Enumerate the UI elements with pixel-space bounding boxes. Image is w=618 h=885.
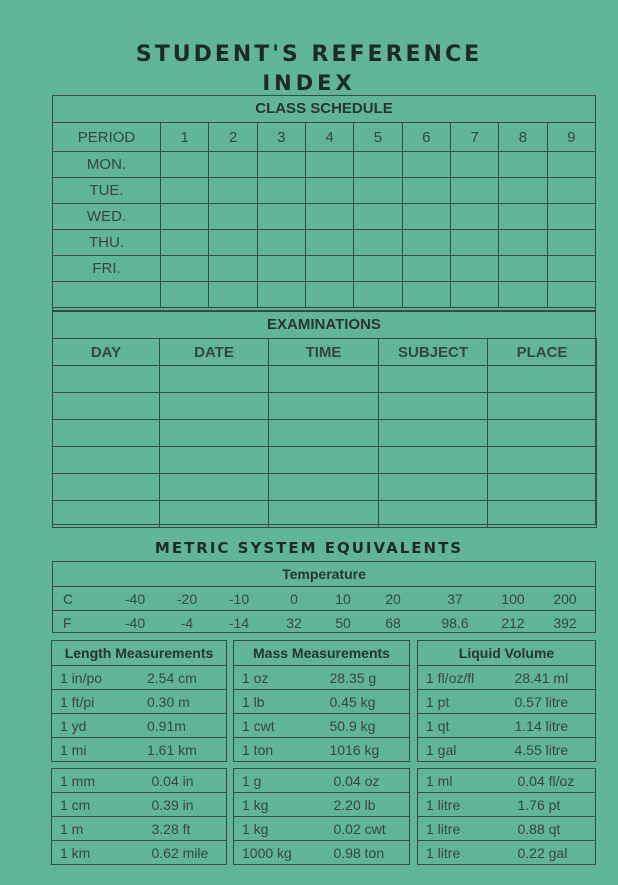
celsius-value: 100 bbox=[501, 591, 525, 607]
schedule-cell[interactable] bbox=[402, 152, 450, 178]
exam-row bbox=[53, 501, 597, 528]
exam-cell[interactable] bbox=[488, 366, 597, 393]
liquid-table-2 bbox=[417, 768, 596, 865]
conversion-unit: 1 kg bbox=[234, 793, 326, 817]
schedule-cell[interactable] bbox=[450, 152, 498, 178]
schedule-cell[interactable] bbox=[450, 282, 498, 308]
conversion-equivalent: 0.57 litre bbox=[507, 690, 596, 714]
exam-cell[interactable] bbox=[379, 474, 488, 501]
conversion-equivalent: 28.35 g bbox=[322, 666, 410, 690]
schedule-row bbox=[53, 230, 596, 256]
conversion-row bbox=[418, 666, 596, 690]
exam-cell[interactable] bbox=[269, 447, 379, 474]
schedule-cell[interactable] bbox=[499, 230, 547, 256]
liquid-caption: Liquid Volume bbox=[418, 641, 596, 666]
conversion-header-row bbox=[418, 641, 596, 666]
conversion-equivalent: 1.76 pt bbox=[510, 793, 596, 817]
conversion-header-row bbox=[52, 641, 227, 666]
schedule-cell[interactable] bbox=[354, 256, 402, 282]
schedule-cell[interactable] bbox=[547, 178, 595, 204]
exam-cell[interactable] bbox=[379, 393, 488, 420]
conversion-unit: 1 qt bbox=[418, 714, 507, 738]
schedule-cell[interactable] bbox=[257, 178, 305, 204]
conversion-unit: 1 cwt bbox=[234, 714, 322, 738]
schedule-cell[interactable] bbox=[161, 178, 209, 204]
conversion-equivalent: 0.98 ton bbox=[326, 841, 410, 865]
fahrenheit-value: -4 bbox=[180, 615, 194, 631]
conversion-row bbox=[52, 690, 227, 714]
fahrenheit-value: -40 bbox=[124, 615, 146, 631]
celsius-value: -20 bbox=[176, 591, 198, 607]
exam-cell[interactable] bbox=[53, 420, 160, 447]
celsius-value: 20 bbox=[385, 591, 401, 607]
schedule-day-label: THU. bbox=[53, 230, 161, 256]
exam-col-date: DATE bbox=[160, 339, 269, 366]
exam-cell[interactable] bbox=[53, 501, 160, 528]
conversion-row bbox=[52, 714, 227, 738]
class-schedule-caption: CLASS SCHEDULE bbox=[255, 100, 393, 117]
schedule-cell[interactable] bbox=[499, 204, 547, 230]
fahrenheit-value: 212 bbox=[501, 615, 525, 631]
conversion-unit: 1 litre bbox=[418, 841, 510, 865]
conversion-row bbox=[52, 841, 227, 865]
schedule-cell[interactable] bbox=[305, 204, 353, 230]
conversion-equivalent: 2.20 lb bbox=[326, 793, 410, 817]
conversion-equivalent: 0.62 mile bbox=[144, 841, 227, 865]
schedule-day-label: WED. bbox=[53, 204, 161, 230]
exam-col-place: PLACE bbox=[488, 339, 597, 366]
exam-cell[interactable] bbox=[53, 393, 160, 420]
conversion-unit: 1 lb bbox=[234, 690, 322, 714]
exam-cell[interactable] bbox=[160, 420, 269, 447]
exam-cell[interactable] bbox=[379, 447, 488, 474]
period-7: 7 bbox=[450, 123, 498, 152]
exam-row bbox=[53, 393, 597, 420]
exam-cell[interactable] bbox=[379, 501, 488, 528]
schedule-cell[interactable] bbox=[402, 204, 450, 230]
length-table-2 bbox=[51, 768, 227, 865]
exam-cell[interactable] bbox=[160, 393, 269, 420]
period-5: 5 bbox=[354, 123, 402, 152]
exam-cell[interactable] bbox=[53, 366, 160, 393]
schedule-cell[interactable] bbox=[450, 256, 498, 282]
schedule-cell[interactable] bbox=[499, 256, 547, 282]
conversion-equivalent: 1016 kg bbox=[322, 738, 410, 762]
schedule-cell[interactable] bbox=[402, 178, 450, 204]
period-3: 3 bbox=[257, 123, 305, 152]
schedule-row bbox=[53, 256, 596, 282]
exam-cell[interactable] bbox=[269, 366, 379, 393]
conversion-equivalent: 1.14 litre bbox=[507, 714, 596, 738]
temperature-divider-1 bbox=[53, 586, 595, 587]
conversion-equivalent: 0.39 in bbox=[144, 793, 227, 817]
period-1: 1 bbox=[161, 123, 209, 152]
length-caption: Length Measurements bbox=[52, 641, 227, 666]
schedule-cell[interactable] bbox=[450, 178, 498, 204]
celsius-row bbox=[53, 588, 595, 610]
schedule-row bbox=[53, 152, 596, 178]
schedule-row bbox=[53, 282, 596, 308]
fahrenheit-value: 68 bbox=[385, 615, 401, 631]
exam-cell[interactable] bbox=[160, 366, 269, 393]
conversion-unit: 1 in/po bbox=[52, 666, 140, 690]
schedule-cell[interactable] bbox=[161, 230, 209, 256]
conversion-unit: 1 ml bbox=[418, 769, 510, 793]
class-schedule-table bbox=[52, 122, 596, 308]
conversion-equivalent: 0.30 m bbox=[139, 690, 227, 714]
schedule-cell[interactable] bbox=[209, 204, 257, 230]
schedule-cell[interactable] bbox=[547, 152, 595, 178]
conversion-equivalent: 3.28 ft bbox=[144, 817, 227, 841]
conversion-row bbox=[52, 793, 227, 817]
conversion-equivalent: 4.55 litre bbox=[507, 738, 596, 762]
exam-col-time: TIME bbox=[269, 339, 379, 366]
exam-row bbox=[53, 474, 597, 501]
conversion-unit: 1 oz bbox=[234, 666, 322, 690]
period-label: PERIOD bbox=[53, 123, 161, 152]
schedule-cell[interactable] bbox=[499, 178, 547, 204]
celsius-label: C bbox=[63, 591, 74, 607]
exam-row bbox=[53, 447, 597, 474]
conversion-row bbox=[418, 738, 596, 762]
schedule-cell[interactable] bbox=[547, 230, 595, 256]
conversion-unit: 1 litre bbox=[418, 793, 510, 817]
conversion-row bbox=[418, 817, 596, 841]
exam-row bbox=[53, 420, 597, 447]
conversion-unit: 1 pt bbox=[418, 690, 507, 714]
examinations-caption: EXAMINATIONS bbox=[267, 316, 381, 333]
schedule-cell[interactable] bbox=[209, 282, 257, 308]
exam-cell[interactable] bbox=[488, 393, 597, 420]
title-line-1: STUDENT'S REFERENCE bbox=[135, 42, 483, 67]
fahrenheit-row bbox=[53, 612, 595, 634]
schedule-cell[interactable] bbox=[354, 152, 402, 178]
exam-cell[interactable] bbox=[488, 447, 597, 474]
conversion-equivalent: 0.45 kg bbox=[322, 690, 410, 714]
conversion-unit: 1 gal bbox=[418, 738, 507, 762]
schedule-cell[interactable] bbox=[161, 152, 209, 178]
celsius-value: 200 bbox=[553, 591, 577, 607]
conversion-equivalent: 50.9 kg bbox=[322, 714, 410, 738]
exam-cell[interactable] bbox=[53, 474, 160, 501]
schedule-cell[interactable] bbox=[354, 230, 402, 256]
schedule-cell[interactable] bbox=[402, 230, 450, 256]
fahrenheit-value: 50 bbox=[335, 615, 351, 631]
conversion-row bbox=[418, 690, 596, 714]
schedule-cell[interactable] bbox=[547, 204, 595, 230]
schedule-cell[interactable] bbox=[305, 178, 353, 204]
schedule-cell[interactable] bbox=[547, 256, 595, 282]
schedule-cell[interactable] bbox=[354, 178, 402, 204]
schedule-cell[interactable] bbox=[305, 152, 353, 178]
schedule-cell[interactable] bbox=[161, 204, 209, 230]
schedule-cell[interactable] bbox=[257, 204, 305, 230]
conversion-row bbox=[418, 714, 596, 738]
celsius-value: -40 bbox=[124, 591, 146, 607]
period-9: 9 bbox=[547, 123, 595, 152]
exam-row bbox=[53, 366, 597, 393]
exam-cell[interactable] bbox=[269, 420, 379, 447]
conversion-row bbox=[52, 738, 227, 762]
conversion-unit: 1 cm bbox=[52, 793, 144, 817]
conversion-row bbox=[234, 817, 410, 841]
conversion-unit: 1 mm bbox=[52, 769, 144, 793]
conversion-unit: 1 kg bbox=[234, 817, 326, 841]
mass-table-2 bbox=[233, 768, 410, 865]
conversion-row bbox=[234, 769, 410, 793]
conversion-row bbox=[234, 793, 410, 817]
exam-cell[interactable] bbox=[53, 447, 160, 474]
schedule-cell[interactable] bbox=[209, 256, 257, 282]
schedule-cell[interactable] bbox=[257, 152, 305, 178]
exam-col-subject: SUBJECT bbox=[379, 339, 488, 366]
schedule-cell[interactable] bbox=[257, 256, 305, 282]
conversion-row bbox=[52, 666, 227, 690]
exam-col-day: DAY bbox=[53, 339, 160, 366]
conversion-row bbox=[234, 714, 410, 738]
conversion-row bbox=[234, 738, 410, 762]
conversion-row bbox=[234, 690, 410, 714]
schedule-cell[interactable] bbox=[402, 256, 450, 282]
schedule-cell[interactable] bbox=[354, 282, 402, 308]
schedule-cell[interactable] bbox=[257, 282, 305, 308]
exam-cell[interactable] bbox=[488, 501, 597, 528]
conversion-unit: 1 km bbox=[52, 841, 144, 865]
schedule-day-label bbox=[53, 282, 161, 308]
schedule-cell[interactable] bbox=[499, 282, 547, 308]
length-table bbox=[51, 640, 227, 762]
fahrenheit-value: 98.6 bbox=[441, 615, 469, 631]
schedule-cell[interactable] bbox=[547, 282, 595, 308]
schedule-cell[interactable] bbox=[209, 152, 257, 178]
fahrenheit-value: -14 bbox=[228, 615, 250, 631]
schedule-cell[interactable] bbox=[305, 230, 353, 256]
conversion-header-row bbox=[234, 641, 410, 666]
schedule-row bbox=[53, 178, 596, 204]
schedule-cell[interactable] bbox=[161, 256, 209, 282]
conversion-row bbox=[52, 769, 227, 793]
liquid-table bbox=[417, 640, 596, 762]
exam-cell[interactable] bbox=[160, 474, 269, 501]
conversion-row bbox=[418, 841, 596, 865]
conversion-equivalent: 1.61 km bbox=[139, 738, 227, 762]
conversion-unit: 1 yd bbox=[52, 714, 140, 738]
title-line-2: INDEX bbox=[262, 71, 356, 95]
period-8: 8 bbox=[499, 123, 547, 152]
conversion-equivalent: 0.04 in bbox=[144, 769, 227, 793]
conversion-unit: 1 ft/pi bbox=[52, 690, 140, 714]
conversion-unit: 1 mi bbox=[52, 738, 140, 762]
conversion-equivalent: 0.88 qt bbox=[510, 817, 596, 841]
schedule-cell[interactable] bbox=[209, 230, 257, 256]
examinations-table bbox=[52, 338, 597, 528]
exam-cell[interactable] bbox=[160, 501, 269, 528]
period-4: 4 bbox=[305, 123, 353, 152]
conversion-unit: 1000 kg bbox=[234, 841, 326, 865]
schedule-header-row bbox=[53, 123, 596, 152]
schedule-cell[interactable] bbox=[450, 230, 498, 256]
conversion-equivalent: 2.54 cm bbox=[139, 666, 227, 690]
schedule-cell[interactable] bbox=[305, 282, 353, 308]
celsius-value: 0 bbox=[290, 591, 298, 607]
fahrenheit-value: 32 bbox=[286, 615, 302, 631]
exam-cell[interactable] bbox=[160, 447, 269, 474]
conversion-equivalent: 0.02 cwt bbox=[326, 817, 410, 841]
conversion-unit: 1 fl/oz/fl bbox=[418, 666, 507, 690]
schedule-cell[interactable] bbox=[161, 282, 209, 308]
metric-title: METRIC SYSTEM EQUIVALENTS bbox=[154, 539, 464, 557]
schedule-cell[interactable] bbox=[209, 178, 257, 204]
schedule-cell[interactable] bbox=[402, 282, 450, 308]
conversion-unit: 1 g bbox=[234, 769, 326, 793]
conversion-row bbox=[418, 793, 596, 817]
conversion-unit: 1 m bbox=[52, 817, 144, 841]
period-2: 2 bbox=[209, 123, 257, 152]
conversion-row bbox=[418, 769, 596, 793]
conversion-equivalent: 0.22 gal bbox=[510, 841, 596, 865]
celsius-value: 10 bbox=[335, 591, 351, 607]
schedule-cell[interactable] bbox=[354, 204, 402, 230]
exam-cell[interactable] bbox=[379, 366, 488, 393]
schedule-day-label: TUE. bbox=[53, 178, 161, 204]
exam-cell[interactable] bbox=[488, 474, 597, 501]
exam-cell[interactable] bbox=[379, 420, 488, 447]
schedule-cell[interactable] bbox=[450, 204, 498, 230]
schedule-cell[interactable] bbox=[499, 152, 547, 178]
exam-body bbox=[53, 366, 597, 528]
schedule-day-label: FRI. bbox=[53, 256, 161, 282]
mass-table bbox=[233, 640, 410, 762]
schedule-body bbox=[53, 152, 596, 308]
period-6: 6 bbox=[402, 123, 450, 152]
fahrenheit-value: 392 bbox=[553, 615, 577, 631]
exam-cell[interactable] bbox=[269, 501, 379, 528]
exam-cell[interactable] bbox=[269, 393, 379, 420]
conversion-row bbox=[234, 666, 410, 690]
celsius-value: 37 bbox=[447, 591, 463, 607]
schedule-cell[interactable] bbox=[257, 230, 305, 256]
exam-header-row bbox=[53, 339, 597, 366]
exam-cell[interactable] bbox=[269, 474, 379, 501]
celsius-value: -10 bbox=[228, 591, 250, 607]
conversion-equivalent: 28.41 ml bbox=[507, 666, 596, 690]
schedule-row bbox=[53, 204, 596, 230]
schedule-cell[interactable] bbox=[305, 256, 353, 282]
conversion-equivalent: 0.04 oz bbox=[326, 769, 410, 793]
conversion-row bbox=[234, 841, 410, 865]
conversion-row bbox=[52, 817, 227, 841]
conversion-unit: 1 ton bbox=[234, 738, 322, 762]
schedule-day-label: MON. bbox=[53, 152, 161, 178]
temperature-box bbox=[52, 561, 596, 633]
conversion-equivalent: 0.04 fl/oz bbox=[510, 769, 596, 793]
conversion-equivalent: 0.91m bbox=[139, 714, 227, 738]
fahrenheit-label: F bbox=[63, 615, 72, 631]
exam-cell[interactable] bbox=[488, 420, 597, 447]
conversion-unit: 1 litre bbox=[418, 817, 510, 841]
temperature-caption: Temperature bbox=[282, 566, 366, 582]
temperature-divider-2 bbox=[53, 610, 595, 611]
mass-caption: Mass Measurements bbox=[234, 641, 410, 666]
